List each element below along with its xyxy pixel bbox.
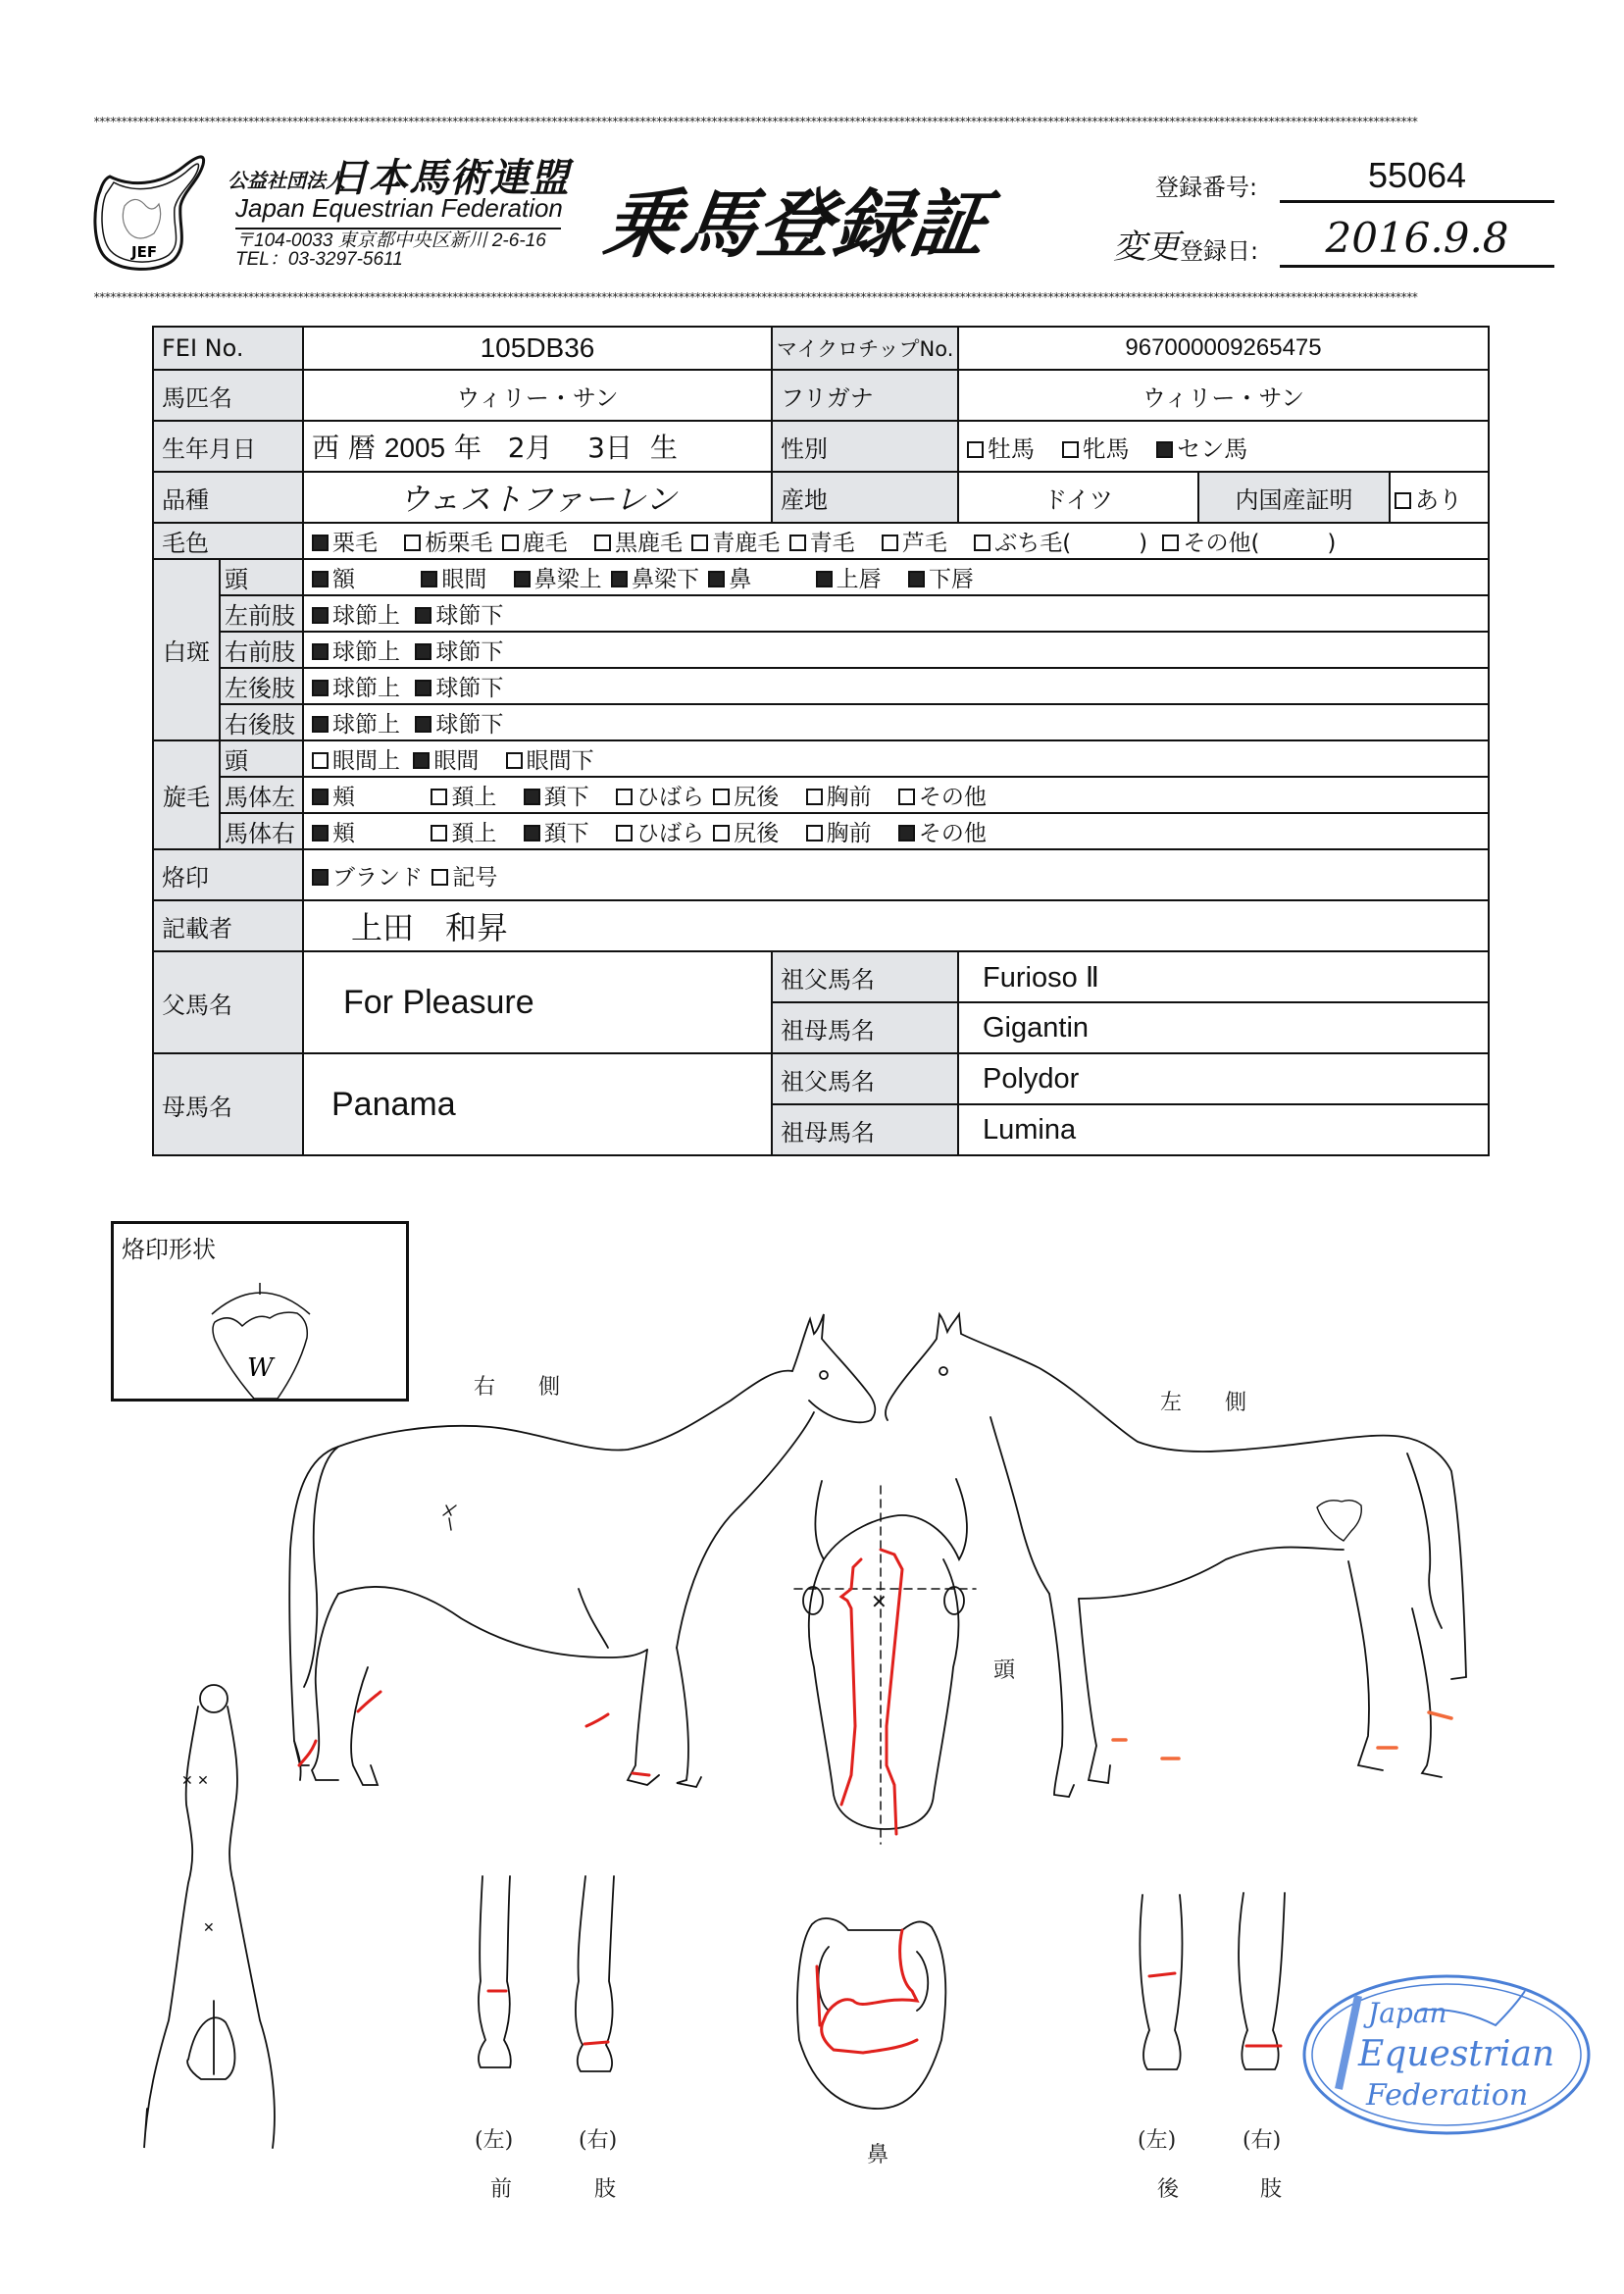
- whorl-option[interactable]: 眼間: [413, 748, 479, 774]
- svg-text:✕ ✕: ✕ ✕: [181, 1773, 209, 1789]
- granddam-label: 祖母馬名: [772, 1104, 958, 1155]
- nose-label: 鼻: [867, 2143, 889, 2167]
- horse-name-value: ウィリー・サン: [303, 370, 772, 421]
- dam-dam-value: Lumina: [958, 1104, 1489, 1155]
- breed-label: 品種: [153, 472, 303, 523]
- birth-month: 2月: [507, 432, 553, 464]
- svg-text:Japan: Japan: [1368, 1997, 1447, 2029]
- hind-legs-icon: [1140, 1893, 1285, 2069]
- dam-value: Panama: [303, 1053, 772, 1155]
- hind-right-label: (右): [1243, 2128, 1282, 2153]
- coat-option[interactable]: その他( ): [1162, 531, 1336, 556]
- fore-caption-1: 前: [490, 2177, 513, 2202]
- domestic-cert-label: 内国産証明: [1198, 472, 1390, 523]
- coat-option[interactable]: 鹿毛: [502, 531, 568, 556]
- dam-label: 母馬名: [153, 1053, 303, 1155]
- coat-label: 毛色: [153, 523, 303, 559]
- grandsire-label: 祖父馬名: [772, 951, 958, 1002]
- birth-suffix: 生: [649, 432, 678, 464]
- white-option[interactable]: 下唇: [908, 567, 974, 592]
- whorl-option[interactable]: 眼間下: [506, 748, 594, 774]
- fore-right-label: (右): [579, 2128, 618, 2153]
- svg-text:JEF: JEF: [131, 243, 158, 261]
- reg-date-value: 2016.9.8: [1325, 214, 1509, 262]
- birth-year: 2005: [383, 433, 446, 463]
- whorl-option[interactable]: 頬: [312, 785, 355, 810]
- white-option[interactable]: 上唇: [816, 567, 882, 592]
- coat-option[interactable]: 黒鹿毛: [594, 531, 683, 556]
- microchip-value: 967000009265475: [958, 327, 1489, 370]
- orange-mark-annotations: [1113, 1712, 1451, 1759]
- white-option[interactable]: 球節上: [312, 603, 400, 629]
- coat-option[interactable]: 栃栗毛: [404, 531, 492, 556]
- address-line: 〒104-0033 東京都中央区新川 2-6-16: [235, 230, 546, 251]
- svg-text:✕: ✕: [871, 1590, 888, 1613]
- fore-left-label: (左): [475, 2128, 514, 2153]
- coat-option[interactable]: 芦毛: [882, 531, 947, 556]
- whorl-option[interactable]: その他: [898, 785, 987, 810]
- white-part-label: 左後肢: [220, 668, 303, 704]
- whorl-option[interactable]: 胸前: [806, 821, 872, 846]
- white-mark-annotations: [299, 1550, 1281, 2053]
- whorl-option[interactable]: 尻後: [713, 785, 779, 810]
- sex-option-gelding[interactable]: セン馬: [1156, 435, 1247, 463]
- white-option[interactable]: 球節上: [312, 712, 400, 738]
- svg-text:Equestrian: Equestrian: [1358, 2034, 1555, 2074]
- brand-option[interactable]: ブランド: [312, 865, 423, 891]
- birth-day: 3日: [587, 432, 633, 464]
- sire-dam-value: Gigantin: [958, 1002, 1489, 1053]
- reg-no-value: 55064: [1367, 155, 1467, 195]
- decorative-star-rule-top: ************************************************************************************************************************************************************************************************************************************************: [93, 115, 1417, 128]
- domestic-cert-option[interactable]: あり: [1390, 472, 1489, 523]
- coat-option[interactable]: 青毛: [789, 531, 855, 556]
- brand-shape-label: 烙印形状: [122, 1236, 216, 1263]
- right-side-horse-icon: [289, 1314, 875, 1787]
- top-view-horse-icon: [144, 1685, 275, 2148]
- white-marks-label: 白斑: [153, 559, 220, 740]
- white-part-label: 左前肢: [220, 595, 303, 632]
- grandsire-label: 祖父馬名: [772, 1053, 958, 1104]
- white-option[interactable]: 球節上: [312, 639, 400, 665]
- org-prefix: 公益社団法人: [228, 169, 345, 192]
- sex-option-stallion[interactable]: 牡馬: [967, 435, 1035, 463]
- granddam-label: 祖母馬名: [772, 1002, 958, 1053]
- right-side-label: 右 側: [474, 1375, 561, 1400]
- reg-date-prefix: 変更: [1113, 228, 1180, 267]
- furigana-value: ウィリー・サン: [958, 370, 1489, 421]
- white-option[interactable]: 球節上: [312, 676, 400, 701]
- white-part-label: 右前肢: [220, 632, 303, 668]
- stamp-seal-icon: [1299, 1971, 1594, 2138]
- coat-option[interactable]: 栗毛: [312, 531, 378, 556]
- svg-text:W: W: [247, 1353, 274, 1383]
- coat-option[interactable]: 青鹿毛: [691, 531, 780, 556]
- white-option[interactable]: 球節下: [415, 603, 503, 629]
- white-option[interactable]: 鼻梁下: [611, 567, 699, 592]
- brand-option[interactable]: 記号: [431, 865, 497, 891]
- white-option[interactable]: 額: [312, 567, 355, 592]
- head-label: 頭: [993, 1658, 1016, 1683]
- document-title: 乗馬登録証: [598, 180, 994, 268]
- reg-no-label: 登録番号:: [1155, 174, 1258, 201]
- fei-no-value: 105DB36: [303, 327, 772, 370]
- hind-caption-1: 後: [1157, 2177, 1180, 2202]
- recorder-value: 上田 和昇: [303, 900, 1489, 951]
- furigana-label: フリガナ: [772, 370, 958, 421]
- org-name-en: Japan Equestrian Federation: [235, 193, 563, 223]
- left-side-label: 左 側: [1160, 1391, 1247, 1415]
- whorl-part-label: 馬体右: [220, 813, 303, 849]
- white-option[interactable]: 球節下: [415, 676, 503, 701]
- whorl-part-label: 馬体左: [220, 777, 303, 813]
- origin-value: ドイツ: [958, 472, 1198, 523]
- whorl-option[interactable]: 頚上: [431, 821, 496, 846]
- white-part-label: 頭: [220, 559, 303, 595]
- birth-era: 西 暦: [312, 432, 376, 464]
- whorl-option[interactable]: ひばら: [616, 785, 704, 810]
- sire-value: For Pleasure: [303, 951, 772, 1053]
- sire-label: 父馬名: [153, 951, 303, 1053]
- whorl-option[interactable]: 頬: [312, 821, 355, 846]
- white-part-label: 右後肢: [220, 704, 303, 740]
- whorl-option[interactable]: 頚下: [524, 785, 589, 810]
- svg-text:✕: ✕: [203, 1920, 215, 1936]
- breed-value: ウェストファーレン: [303, 472, 772, 523]
- whorl-part-label: 頭: [220, 740, 303, 777]
- whorl-option[interactable]: 頚下: [524, 821, 589, 846]
- fore-caption-2: 肢: [594, 2177, 617, 2202]
- recorder-label: 記載者: [153, 900, 303, 951]
- svg-text:Federation: Federation: [1366, 2078, 1529, 2113]
- birth-year-unit: 年: [454, 432, 482, 464]
- org-name-jp: 日本馬術連盟: [329, 156, 570, 201]
- sex-option-mare[interactable]: 牝馬: [1062, 435, 1130, 463]
- whorl-option[interactable]: ひばら: [616, 821, 704, 846]
- reg-date-label: 登録日:: [1180, 237, 1259, 265]
- white-option[interactable]: 球節下: [415, 639, 503, 665]
- whorl-option[interactable]: その他: [898, 821, 987, 846]
- white-option[interactable]: 鼻: [708, 567, 751, 592]
- white-option[interactable]: 鼻梁上: [514, 567, 602, 592]
- white-option[interactable]: 眼間: [421, 567, 486, 592]
- dam-sire-value: Polydor: [958, 1053, 1489, 1104]
- head-front-view-icon: [794, 1479, 976, 1844]
- white-option[interactable]: 球節下: [415, 712, 503, 738]
- birth-label: 生年月日: [153, 421, 303, 472]
- hind-left-label: (左): [1138, 2128, 1177, 2153]
- coat-option[interactable]: ぶち毛( ): [974, 531, 1147, 556]
- whorl-option[interactable]: 尻後: [713, 821, 779, 846]
- sex-label: 性別: [772, 421, 958, 472]
- brand-label: 烙印: [153, 849, 303, 900]
- microchip-label: マイクロチップNo.: [772, 327, 958, 370]
- fei-no-label: FEI No.: [153, 327, 303, 370]
- whorl-option[interactable]: 胸前: [806, 785, 872, 810]
- tel-line: TEL：03-3297-5611: [235, 249, 403, 270]
- jef-stamp: [1299, 1971, 1594, 2138]
- whorl-option[interactable]: 眼間上: [312, 748, 400, 774]
- decorative-star-rule-bottom: ************************************************************************************************************************************************************************************************************************************************: [93, 290, 1417, 304]
- whorls-label: 旋毛: [153, 740, 220, 849]
- hind-caption-2: 肢: [1260, 2177, 1283, 2202]
- sire-sire-value: Furioso Ⅱ: [958, 951, 1489, 1002]
- whorl-option[interactable]: 頚上: [431, 785, 496, 810]
- horse-name-label: 馬匹名: [153, 370, 303, 421]
- origin-label: 産地: [772, 472, 958, 523]
